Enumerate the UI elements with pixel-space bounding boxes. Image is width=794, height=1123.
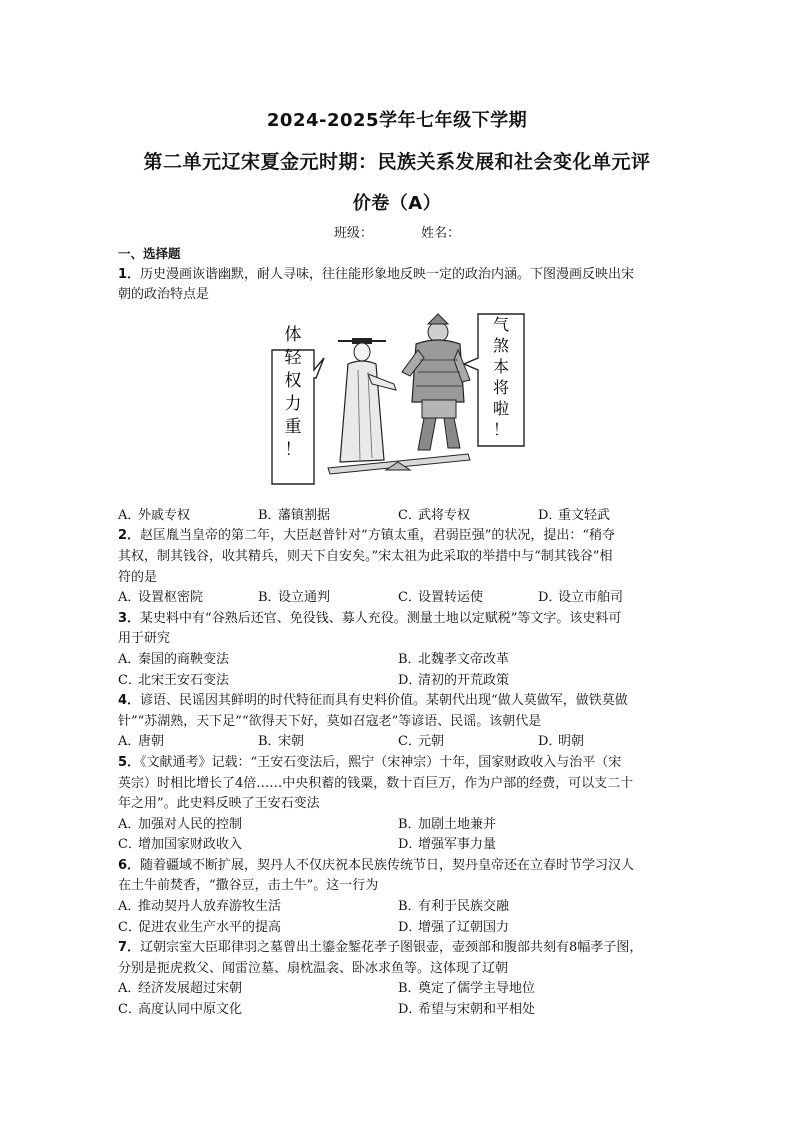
option-letter: B． [398, 899, 421, 915]
option-letter: A． [118, 590, 141, 606]
right-bubble-char: 啦 [492, 398, 510, 418]
option-text: 奠定了儒学主导地位 [418, 981, 536, 997]
option-letter: A． [118, 734, 141, 750]
question-number: 5． [118, 754, 141, 770]
left-bubble-char: ！ [284, 439, 302, 460]
option-d[interactable] [538, 588, 678, 609]
question-stem-text: 分别是扼虎救父、闻雷泣墓、扇枕温衾、卧冰求鱼等。这体现了辽朝 [118, 960, 509, 976]
option-text: 外戚专权 [138, 507, 191, 523]
question-stem-text: 其权，制其钱谷，收其精兵，则天下自安矣。”宋太祖为此采取的举措中与“制其钱谷”相 [118, 548, 613, 564]
right-bubble-char: 将 [492, 377, 510, 397]
student-info-line [0, 222, 794, 241]
options-row [118, 835, 678, 856]
option-text: 有利于民族交融 [418, 899, 510, 915]
option-letter: C． [118, 1002, 141, 1018]
scholar-official-figure [338, 338, 396, 462]
option-text: 设置转运使 [418, 590, 484, 606]
option-a[interactable] [118, 979, 398, 1000]
option-text: 秦国的商鞅变法 [138, 651, 230, 667]
options-row [118, 1000, 678, 1021]
option-b[interactable] [258, 588, 398, 609]
question-stem-text: 朝的政治特点是 [118, 287, 210, 303]
option-letter: D． [398, 672, 422, 688]
option-b[interactable] [398, 815, 678, 836]
question-stem-line [118, 753, 678, 774]
question-1 [118, 265, 678, 527]
question-stem-line [118, 629, 678, 650]
option-letter: B． [258, 507, 281, 523]
options-row [118, 506, 678, 527]
question-stem-text: 赵匡胤当皇帝的第二年，大臣赵普针对“方镇太重，君弱臣强”的状况，提出：“稍夺 [140, 528, 615, 544]
options-row [118, 897, 678, 918]
question-stem-line [118, 794, 678, 815]
question-number: 2． [118, 528, 141, 544]
right-bubble-char: 本 [492, 356, 510, 376]
class-label: 班级： [333, 226, 373, 241]
options-row [118, 650, 678, 671]
left-bubble-char: 力 [284, 393, 302, 414]
question-stem-line [118, 856, 678, 877]
question-stem-text: 某史料中有“谷熟后还官、免役钱、募人充役。测量土地以定赋税”等文字。该史料可 [140, 610, 622, 626]
option-text: 加强对人民的控制 [138, 816, 243, 832]
question-5 [118, 753, 678, 856]
option-letter: D． [538, 507, 562, 523]
question-stem-line [118, 547, 678, 568]
question-stem-text: 符的是 [118, 569, 158, 585]
option-text: 北宋王安石变法 [138, 672, 230, 688]
option-text: 增加国家财政收入 [138, 837, 243, 853]
option-letter: D． [538, 590, 562, 606]
unit-title: 第二单元辽宋夏金元时期：民族关系发展和社会变化单元评 [143, 151, 651, 173]
option-letter: B． [398, 981, 421, 997]
option-letter: B． [398, 816, 421, 832]
question-stem-line [118, 959, 678, 980]
option-letter: D． [398, 837, 422, 853]
option-letter: D． [398, 1002, 422, 1018]
question-stem-text: 在土牛前焚香，“撒谷豆，击土牛”。这一行为 [118, 878, 379, 894]
option-text: 宋朝 [278, 734, 305, 750]
question-number: 7． [118, 940, 141, 956]
option-text: 经济发展超过宋朝 [138, 981, 243, 997]
question-stem-text: 针”“苏湖熟，天下足”“欲得天下好，莫如召寇老”等谚语、民谣。该朝代是 [118, 713, 542, 729]
option-a[interactable] [118, 897, 398, 918]
option-letter: A． [118, 651, 141, 667]
option-text: 唐朝 [138, 734, 165, 750]
question-stem-text: 随着疆域不断扩展，契丹人不仅庆祝本民族传统节日，契丹皇帝还在立春时节学习汉人 [140, 857, 635, 873]
option-text: 藩镇割据 [278, 507, 331, 523]
left-bubble-char: 轻 [284, 347, 302, 368]
question-7 [118, 938, 678, 1020]
option-text: 设置枢密院 [138, 590, 204, 606]
right-bubble-char: 煞 [492, 335, 510, 355]
question-number: 4． [118, 693, 141, 709]
left-bubble-char: 体 [284, 324, 302, 345]
option-d[interactable] [398, 1000, 678, 1021]
question-3 [118, 609, 678, 691]
question-number: 3． [118, 610, 141, 626]
question-stem-line [118, 526, 678, 547]
question-stem-text: 谚语、民谣因其鲜明的时代特征而具有史料价值。某朝代出现“做人莫做军，做铁莫做 [140, 693, 628, 709]
option-text: 重文轻武 [558, 507, 611, 523]
option-letter: C． [398, 734, 421, 750]
question-stem-line [118, 774, 678, 795]
option-text: 推动契丹人放弃游牧生活 [138, 899, 282, 915]
option-b[interactable] [398, 979, 678, 1000]
options-row [118, 979, 678, 1000]
option-b[interactable] [398, 897, 678, 918]
option-letter: A． [118, 981, 141, 997]
option-text: 增强军事力量 [418, 837, 497, 853]
question-stem-line [118, 285, 678, 306]
left-bubble-char: 重 [284, 416, 302, 437]
option-letter: C． [118, 672, 141, 688]
option-letter: A． [118, 816, 141, 832]
option-letter: C． [118, 837, 141, 853]
section-heading: 一、选择题 [118, 246, 181, 261]
option-text: 北魏孝文帝改革 [418, 651, 510, 667]
options-row [118, 671, 678, 692]
option-text: 高度认同中原文化 [138, 1002, 243, 1018]
question-stem-line [118, 712, 678, 733]
option-letter: C． [398, 507, 421, 523]
name-label: 姓名： [421, 226, 461, 241]
question-number: 6． [118, 857, 141, 873]
political-cartoon-image [118, 306, 678, 506]
right-bubble-char: ！ [492, 419, 510, 439]
option-d[interactable] [538, 506, 678, 527]
option-c[interactable] [398, 506, 538, 527]
options-row [118, 918, 678, 939]
option-letter: B． [258, 590, 281, 606]
question-stem-text: 《文献通考》记载：“王安石变法后，熙宁（宋神宗）十年，国家财政收入与治平（宋 [140, 754, 622, 770]
question-stem-line [118, 265, 678, 286]
exam-year-title: 2024-2025学年七年级下学期 [266, 110, 528, 131]
option-letter: C． [398, 590, 421, 606]
option-letter: C． [118, 919, 141, 935]
option-text: 希望与宋朝和平相处 [418, 1002, 536, 1018]
option-text: 明朝 [558, 734, 585, 750]
military-general-figure [402, 314, 470, 450]
option-b[interactable] [258, 732, 398, 753]
question-stem-line [118, 691, 678, 712]
option-b[interactable] [398, 650, 678, 671]
option-text: 加剧土地兼并 [418, 816, 497, 832]
option-letter: A． [118, 507, 141, 523]
option-text: 元朝 [418, 734, 445, 750]
option-letter: B． [398, 651, 421, 667]
option-text: 设立市舶司 [558, 590, 624, 606]
option-d[interactable] [398, 835, 678, 856]
question-stem-line [118, 568, 678, 589]
options-row [118, 815, 678, 836]
options-row [118, 732, 678, 753]
question-6 [118, 856, 678, 938]
question-stem-text: 辽朝宗室大臣耶律羽之墓曾出土鎏金錾花孝子图银壶，壶颈部和腹部共刻有8幅孝子图， [140, 940, 643, 956]
option-text: 清初的开荒政策 [418, 672, 510, 688]
option-a[interactable] [118, 732, 258, 753]
option-text: 促进农业生产水平的提高 [138, 919, 282, 935]
option-c[interactable] [118, 918, 398, 939]
option-text: 设立通判 [278, 590, 331, 606]
option-c[interactable] [118, 1000, 398, 1021]
option-a[interactable] [118, 650, 398, 671]
option-d[interactable] [398, 918, 678, 939]
question-stem-line [118, 609, 678, 630]
left-bubble-char: 权 [284, 370, 302, 391]
option-letter: B． [258, 734, 281, 750]
question-stem-line [118, 938, 678, 959]
question-stem-text: 用于研究 [118, 631, 171, 647]
question-stem-line [118, 876, 678, 897]
option-text: 武将专权 [418, 507, 471, 523]
option-a[interactable] [118, 815, 398, 836]
option-a[interactable] [118, 506, 258, 527]
option-c[interactable] [118, 835, 398, 856]
question-stem-text: 英宗）时相比增长了4倍……中央积蓄的钱粟，数十百巨万，作为户部的经费，可以支二十 [118, 775, 634, 791]
question-4 [118, 691, 678, 753]
option-d[interactable] [398, 671, 678, 692]
question-number: 1． [118, 266, 141, 282]
option-a[interactable] [118, 588, 258, 609]
cartoon-drawing [268, 310, 538, 486]
option-b[interactable] [258, 506, 398, 527]
option-text: 增强了辽朝国力 [418, 919, 510, 935]
question-stem-text: 历史漫画诙谐幽默，耐人寻味，往往能形象地反映一定的政治内涵。下图漫画反映出宋 [140, 266, 635, 282]
right-bubble-char: 气 [492, 314, 510, 334]
question-stem-text: 年之用”。此史料反映了王安石变法 [118, 796, 320, 812]
option-d[interactable] [538, 732, 678, 753]
unit-title-continued: 价卷（A） [352, 193, 442, 214]
option-c[interactable] [118, 671, 398, 692]
option-c[interactable] [398, 732, 538, 753]
question-list [118, 244, 678, 1021]
option-letter: D． [538, 734, 562, 750]
option-letter: A． [118, 899, 141, 915]
option-letter: D． [398, 919, 422, 935]
options-row [118, 588, 678, 609]
question-2 [118, 526, 678, 608]
option-c[interactable] [398, 588, 538, 609]
